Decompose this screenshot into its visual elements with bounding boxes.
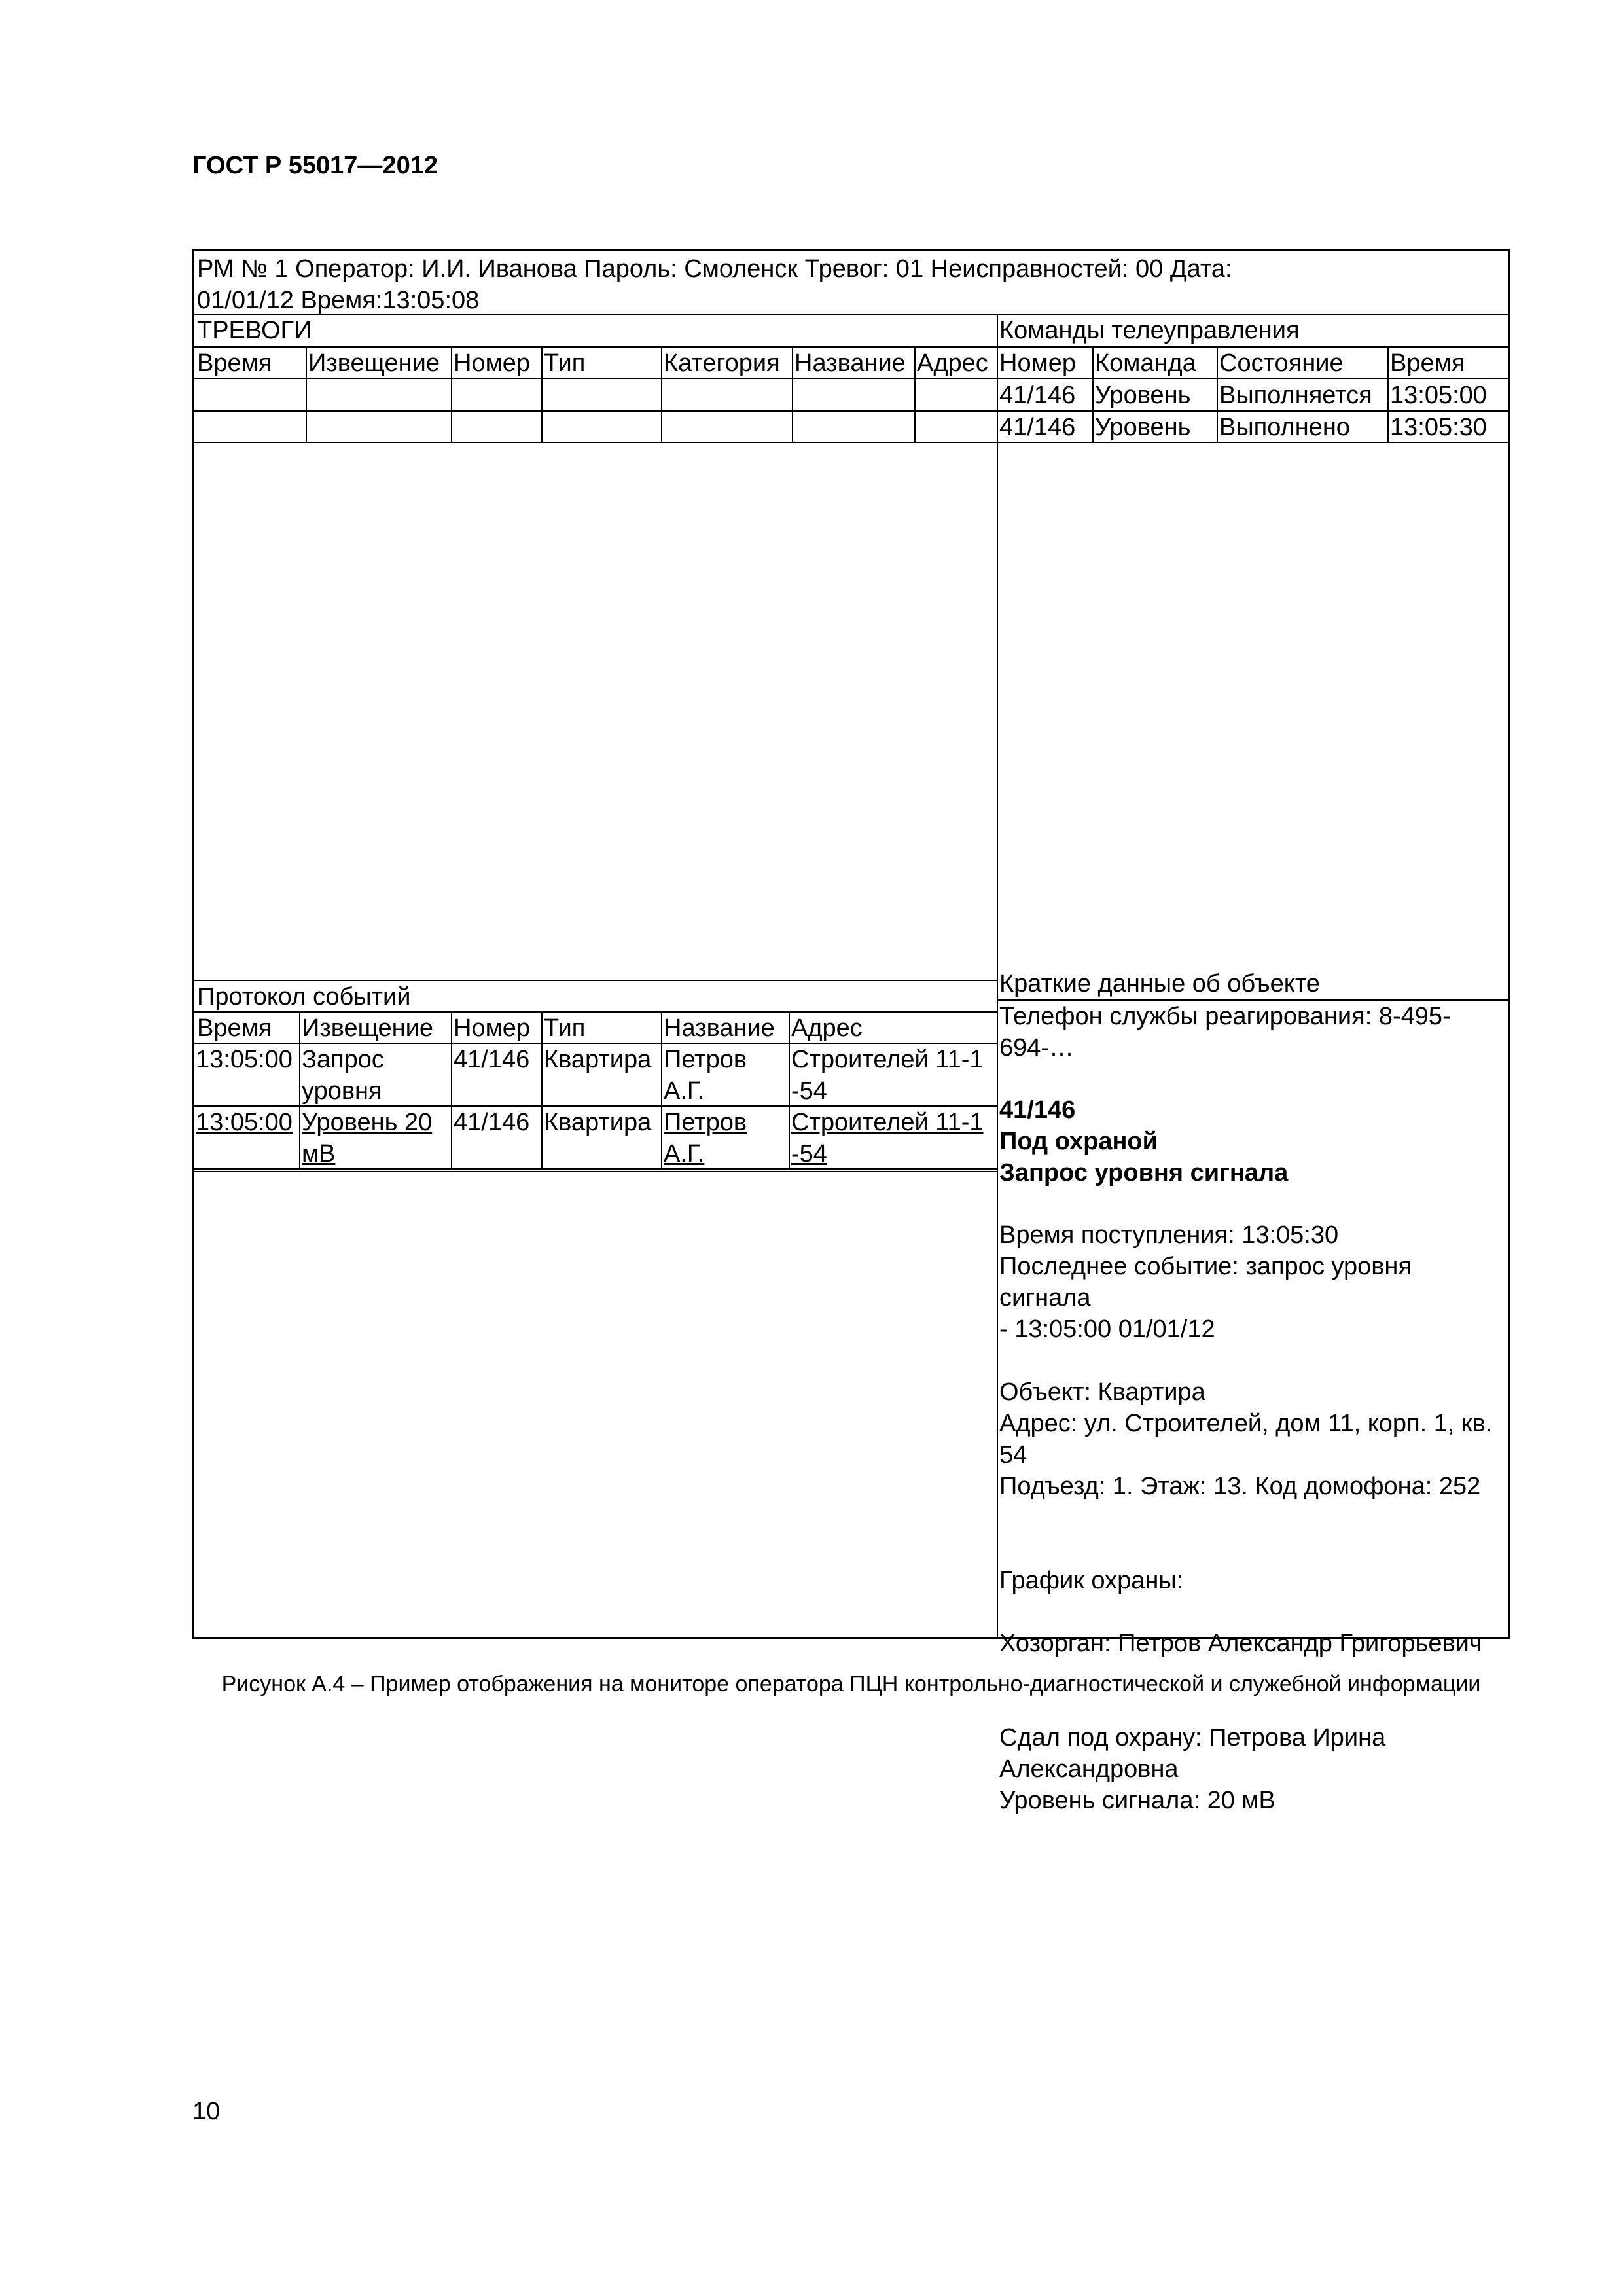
event-row-notice[interactable]: Запрос уровня <box>302 1046 384 1105</box>
event-row-number[interactable]: 41/146 <box>454 1109 530 1136</box>
owner: Хозорган: Петров Александр Григорьевич <box>999 1630 1482 1657</box>
events-header-notice: Извещение <box>302 1014 433 1042</box>
event-row-name[interactable]: Петров А.Г. <box>664 1046 747 1105</box>
events-title: Протокол событий <box>197 983 411 1011</box>
alarms-header-number: Номер <box>454 350 530 377</box>
alarms-title: ТРЕВОГИ <box>197 317 312 344</box>
alarms-header-type: Тип <box>544 350 586 377</box>
object-request: Запрос уровня сигнала <box>999 1159 1289 1187</box>
last-event-time: - 13:05:00 01/01/12 <box>999 1316 1215 1343</box>
event-row-notice[interactable]: Уровень 20 мВ <box>302 1109 433 1168</box>
status-line-1: РМ № 1 Оператор: И.И. Иванова Пароль: Смоленск Тревог: 01 Неисправностей: 00 Дата: <box>197 255 1232 283</box>
command-row-time[interactable]: 13:05:00 <box>1390 382 1487 409</box>
object-type: Объект: Квартира <box>999 1378 1205 1406</box>
figure-caption: Рисунок А.4 – Пример отображения на мониторе оператора ПЦН контрольно-диагностической и служебной информации <box>221 1672 1481 1696</box>
command-row-time[interactable]: 13:05:30 <box>1390 414 1487 441</box>
events-header-time: Время <box>197 1014 272 1042</box>
event-row-time[interactable]: 13:05:00 <box>196 1046 293 1073</box>
handed-over: Сдал под охрану: Петрова Ирина Александровна <box>999 1724 1386 1783</box>
command-row-number[interactable]: 41/146 <box>999 382 1076 409</box>
command-row-command[interactable]: Уровень <box>1095 382 1191 409</box>
guard-schedule: График охраны: <box>999 1567 1184 1594</box>
event-row-number[interactable]: 41/146 <box>454 1046 530 1073</box>
signal-level: Уровень сигнала: 20 мВ <box>999 1787 1275 1814</box>
event-row-type[interactable]: Квартира <box>544 1046 652 1073</box>
object-info-title: Краткие данные об объекте <box>999 970 1320 997</box>
alarms-header-notice: Извещение <box>308 350 440 377</box>
object-address: Адрес: ул. Строителей, дом 11, корп. 1, кв. 54 <box>999 1410 1493 1469</box>
command-row-state[interactable]: Выполнено <box>1219 414 1350 441</box>
commands-header-state: Состояние <box>1219 350 1344 377</box>
events-header-type: Тип <box>544 1014 586 1042</box>
commands-title: Команды телеуправления <box>999 317 1300 344</box>
commands-header-time: Время <box>1390 350 1465 377</box>
response-phone: Телефон службы реагирования: 8-495-694-… <box>999 1003 1451 1062</box>
panel-divider <box>997 314 998 1638</box>
events-header-number: Номер <box>454 1014 530 1042</box>
command-row-command[interactable]: Уровень <box>1095 414 1191 441</box>
event-row-address[interactable]: Строителей 11-1-54 <box>791 1109 984 1168</box>
event-row-time[interactable]: 13:05:00 <box>196 1109 293 1136</box>
command-row-number[interactable]: 41/146 <box>999 414 1076 441</box>
event-row-address[interactable]: Строителей 11-1-54 <box>791 1046 984 1105</box>
events-header-name: Название <box>664 1014 775 1042</box>
status-line-2: 01/01/12 Время:13:05:08 <box>197 287 480 314</box>
alarms-header-category: Категория <box>664 350 780 377</box>
object-id: 41/146 <box>999 1096 1076 1124</box>
command-row-state[interactable]: Выполняется <box>1219 382 1372 409</box>
events-header-address: Адрес <box>791 1014 863 1042</box>
event-row-type[interactable]: Квартира <box>544 1109 652 1136</box>
standard-header: ГОСТ Р 55017—2012 <box>192 152 438 179</box>
commands-header-number: Номер <box>999 350 1076 377</box>
object-state: Под охраной <box>999 1128 1158 1155</box>
alarms-header-address: Адрес <box>917 350 988 377</box>
event-row-name[interactable]: Петров А.Г. <box>664 1109 747 1168</box>
entrance-info: Подъезд: 1. Этаж: 13. Код домофона: 252 <box>999 1473 1481 1500</box>
divider <box>194 1171 997 1172</box>
page-number: 10 <box>192 2098 221 2125</box>
divider <box>194 314 1508 315</box>
last-event: Последнее событие: запрос уровня сигнала <box>999 1253 1412 1312</box>
alarms-header-name: Название <box>794 350 906 377</box>
alarms-header-time: Время <box>197 350 272 377</box>
arrival-time: Время поступления: 13:05:30 <box>999 1221 1339 1249</box>
commands-header-command: Команда <box>1095 350 1196 377</box>
